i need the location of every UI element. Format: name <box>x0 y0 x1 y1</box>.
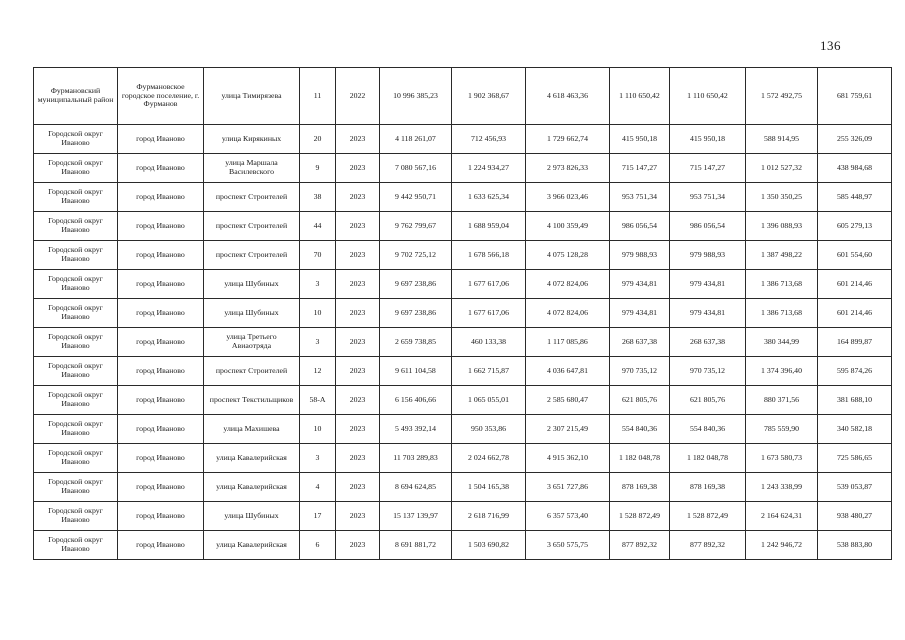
cell-value-4: 415 950,18 <box>610 125 670 154</box>
cell-year: 2023 <box>336 328 380 357</box>
cell-value-7: 255 326,09 <box>818 125 892 154</box>
cell-value-7: 164 899,87 <box>818 328 892 357</box>
cell-value-4: 1 110 650,42 <box>610 68 670 125</box>
cell-value-7: 538 883,80 <box>818 531 892 560</box>
cell-value-1: 2 659 738,85 <box>380 328 452 357</box>
cell-house: 4 <box>300 473 336 502</box>
cell-year: 2023 <box>336 154 380 183</box>
cell-settlement: город Иваново <box>118 183 204 212</box>
table-row <box>34 68 892 125</box>
cell-street: улица Кавалерийская <box>204 473 300 502</box>
table-body <box>34 68 892 560</box>
cell-value-2: 1 902 368,67 <box>452 68 526 125</box>
cell-year: 2023 <box>336 531 380 560</box>
cell-year: 2023 <box>336 357 380 386</box>
table-row <box>34 415 892 444</box>
cell-settlement: город Иваново <box>118 386 204 415</box>
cell-value-2: 1 662 715,87 <box>452 357 526 386</box>
cell-value-3: 2 585 680,47 <box>526 386 610 415</box>
cell-value-1: 8 691 881,72 <box>380 531 452 560</box>
cell-settlement: город Иваново <box>118 212 204 241</box>
cell-value-3: 3 966 023,46 <box>526 183 610 212</box>
cell-value-5: 979 434,81 <box>670 270 746 299</box>
cell-district: Городской округ Иваново <box>34 531 118 560</box>
cell-value-1: 9 697 238,86 <box>380 299 452 328</box>
cell-house: 11 <box>300 68 336 125</box>
cell-district: Городской округ Иваново <box>34 357 118 386</box>
table-row <box>34 154 892 183</box>
cell-value-2: 950 353,86 <box>452 415 526 444</box>
cell-house: 3 <box>300 270 336 299</box>
cell-value-4: 715 147,27 <box>610 154 670 183</box>
cell-value-4: 986 056,54 <box>610 212 670 241</box>
cell-year: 2023 <box>336 299 380 328</box>
cell-house: 3 <box>300 444 336 473</box>
cell-value-4: 979 988,93 <box>610 241 670 270</box>
table-row <box>34 125 892 154</box>
cell-value-7: 601 554,60 <box>818 241 892 270</box>
cell-district: Городской округ Иваново <box>34 125 118 154</box>
cell-street: улица Кирякиных <box>204 125 300 154</box>
cell-value-3: 4 036 647,81 <box>526 357 610 386</box>
cell-value-4: 1 528 872,49 <box>610 502 670 531</box>
cell-value-3: 1 117 085,86 <box>526 328 610 357</box>
cell-value-3: 3 651 727,86 <box>526 473 610 502</box>
cell-house: 12 <box>300 357 336 386</box>
cell-value-7: 595 874,26 <box>818 357 892 386</box>
cell-settlement: город Иваново <box>118 154 204 183</box>
cell-value-5: 268 637,38 <box>670 328 746 357</box>
table-row <box>34 531 892 560</box>
cell-house: 38 <box>300 183 336 212</box>
cell-value-1: 9 697 238,86 <box>380 270 452 299</box>
cell-value-5: 979 434,81 <box>670 299 746 328</box>
cell-year: 2023 <box>336 473 380 502</box>
cell-district: Городской округ Иваново <box>34 328 118 357</box>
cell-house: 17 <box>300 502 336 531</box>
cell-value-5: 1 182 048,78 <box>670 444 746 473</box>
cell-value-5: 415 950,18 <box>670 125 746 154</box>
cell-value-3: 4 100 359,49 <box>526 212 610 241</box>
cell-district: Фурмановский муниципальный район <box>34 68 118 125</box>
cell-settlement: город Иваново <box>118 125 204 154</box>
cell-value-6: 1 374 396,40 <box>746 357 818 386</box>
cell-district: Городской округ Иваново <box>34 212 118 241</box>
cell-value-1: 9 762 799,67 <box>380 212 452 241</box>
cell-house: 44 <box>300 212 336 241</box>
cell-district: Городской округ Иваново <box>34 241 118 270</box>
cell-value-2: 712 456,93 <box>452 125 526 154</box>
cell-value-5: 986 056,54 <box>670 212 746 241</box>
table-row <box>34 328 892 357</box>
cell-value-3: 1 729 662,74 <box>526 125 610 154</box>
cell-value-6: 1 396 088,93 <box>746 212 818 241</box>
cell-value-2: 1 688 959,04 <box>452 212 526 241</box>
cell-value-3: 2 973 826,33 <box>526 154 610 183</box>
cell-value-7: 725 586,65 <box>818 444 892 473</box>
cell-house: 20 <box>300 125 336 154</box>
cell-value-2: 1 677 617,06 <box>452 270 526 299</box>
cell-district: Городской округ Иваново <box>34 299 118 328</box>
cell-year: 2023 <box>336 444 380 473</box>
cell-year: 2023 <box>336 270 380 299</box>
cell-house: 10 <box>300 415 336 444</box>
cell-street: улица Шубиных <box>204 270 300 299</box>
cell-value-7: 381 688,10 <box>818 386 892 415</box>
cell-value-3: 4 618 463,36 <box>526 68 610 125</box>
cell-value-4: 878 169,38 <box>610 473 670 502</box>
cell-value-2: 1 504 165,38 <box>452 473 526 502</box>
table-row <box>34 270 892 299</box>
cell-value-7: 601 214,46 <box>818 270 892 299</box>
cell-street: улица Шубиных <box>204 502 300 531</box>
cell-value-4: 554 840,36 <box>610 415 670 444</box>
cell-value-2: 1 633 625,34 <box>452 183 526 212</box>
cell-district: Городской округ Иваново <box>34 386 118 415</box>
table-row <box>34 502 892 531</box>
cell-settlement: Фурмановское городское поселение, г. Фурманов <box>118 68 204 125</box>
cell-street: улица Третьего Авиаотряда <box>204 328 300 357</box>
table-row <box>34 473 892 502</box>
cell-settlement: город Иваново <box>118 241 204 270</box>
cell-value-5: 953 751,34 <box>670 183 746 212</box>
cell-settlement: город Иваново <box>118 531 204 560</box>
cell-value-6: 1 673 580,73 <box>746 444 818 473</box>
table-row <box>34 386 892 415</box>
cell-street: улица Маршала Василевского <box>204 154 300 183</box>
cell-house: 3 <box>300 328 336 357</box>
cell-value-6: 2 164 624,31 <box>746 502 818 531</box>
cell-value-3: 4 075 128,28 <box>526 241 610 270</box>
table-row <box>34 299 892 328</box>
cell-value-2: 1 224 934,27 <box>452 154 526 183</box>
cell-value-4: 621 805,76 <box>610 386 670 415</box>
cell-year: 2023 <box>336 212 380 241</box>
cell-value-2: 2 024 662,78 <box>452 444 526 473</box>
cell-value-1: 4 118 261,07 <box>380 125 452 154</box>
cell-year: 2023 <box>336 415 380 444</box>
cell-value-5: 877 892,32 <box>670 531 746 560</box>
cell-value-5: 621 805,76 <box>670 386 746 415</box>
cell-house: 70 <box>300 241 336 270</box>
cell-value-5: 554 840,36 <box>670 415 746 444</box>
cell-value-7: 585 448,97 <box>818 183 892 212</box>
cell-value-2: 1 677 617,06 <box>452 299 526 328</box>
cell-value-2: 1 065 055,01 <box>452 386 526 415</box>
cell-settlement: город Иваново <box>118 473 204 502</box>
cell-street: проспект Текстильщиков <box>204 386 300 415</box>
cell-value-2: 460 133,38 <box>452 328 526 357</box>
cell-value-4: 268 637,38 <box>610 328 670 357</box>
table-row <box>34 212 892 241</box>
cell-year: 2022 <box>336 68 380 125</box>
cell-house: 58-А <box>300 386 336 415</box>
cell-value-1: 8 694 624,85 <box>380 473 452 502</box>
cell-value-2: 1 678 566,18 <box>452 241 526 270</box>
cell-value-5: 878 169,38 <box>670 473 746 502</box>
cell-value-5: 715 147,27 <box>670 154 746 183</box>
cell-value-3: 4 072 824,06 <box>526 299 610 328</box>
cell-value-4: 970 735,12 <box>610 357 670 386</box>
table-row <box>34 357 892 386</box>
cell-street: проспект Строителей <box>204 241 300 270</box>
cell-street: улица Кавалерийская <box>204 444 300 473</box>
cell-value-6: 1 243 338,99 <box>746 473 818 502</box>
cell-street: улица Шубиных <box>204 299 300 328</box>
cell-district: Городской округ Иваново <box>34 444 118 473</box>
cell-house: 6 <box>300 531 336 560</box>
cell-settlement: город Иваново <box>118 328 204 357</box>
cell-value-3: 3 650 575,75 <box>526 531 610 560</box>
cell-year: 2023 <box>336 386 380 415</box>
cell-house: 10 <box>300 299 336 328</box>
cell-district: Городской округ Иваново <box>34 473 118 502</box>
cell-value-5: 970 735,12 <box>670 357 746 386</box>
cell-year: 2023 <box>336 125 380 154</box>
cell-value-6: 1 242 946,72 <box>746 531 818 560</box>
cell-value-7: 601 214,46 <box>818 299 892 328</box>
cell-district: Городской округ Иваново <box>34 502 118 531</box>
cell-value-7: 539 053,87 <box>818 473 892 502</box>
cell-value-6: 380 344,99 <box>746 328 818 357</box>
cell-district: Городской округ Иваново <box>34 154 118 183</box>
cell-year: 2023 <box>336 183 380 212</box>
cell-value-1: 7 080 567,16 <box>380 154 452 183</box>
cell-value-7: 340 582,18 <box>818 415 892 444</box>
cell-district: Городской округ Иваново <box>34 415 118 444</box>
cell-value-2: 1 503 690,82 <box>452 531 526 560</box>
cell-settlement: город Иваново <box>118 270 204 299</box>
cell-value-1: 9 442 950,71 <box>380 183 452 212</box>
cell-value-3: 2 307 215,49 <box>526 415 610 444</box>
table-row <box>34 183 892 212</box>
cell-value-6: 880 371,56 <box>746 386 818 415</box>
cell-street: проспект Строителей <box>204 212 300 241</box>
housing-repair-table <box>33 67 892 560</box>
cell-value-6: 1 386 713,68 <box>746 270 818 299</box>
cell-value-6: 1 572 492,75 <box>746 68 818 125</box>
cell-district: Городской округ Иваново <box>34 270 118 299</box>
cell-value-1: 9 611 104,58 <box>380 357 452 386</box>
cell-value-6: 588 914,95 <box>746 125 818 154</box>
cell-value-4: 1 182 048,78 <box>610 444 670 473</box>
cell-house: 9 <box>300 154 336 183</box>
cell-value-1: 5 493 392,14 <box>380 415 452 444</box>
cell-value-2: 2 618 716,99 <box>452 502 526 531</box>
cell-value-5: 1 110 650,42 <box>670 68 746 125</box>
cell-street: улица Махишева <box>204 415 300 444</box>
cell-settlement: город Иваново <box>118 444 204 473</box>
cell-value-4: 953 751,34 <box>610 183 670 212</box>
table-row <box>34 241 892 270</box>
cell-district: Городской округ Иваново <box>34 183 118 212</box>
cell-value-5: 1 528 872,49 <box>670 502 746 531</box>
cell-value-1: 10 996 385,23 <box>380 68 452 125</box>
table-row <box>34 444 892 473</box>
cell-value-3: 4 915 362,10 <box>526 444 610 473</box>
cell-settlement: город Иваново <box>118 357 204 386</box>
cell-value-1: 15 137 139,97 <box>380 502 452 531</box>
cell-value-7: 605 279,13 <box>818 212 892 241</box>
cell-value-4: 979 434,81 <box>610 299 670 328</box>
cell-value-6: 1 386 713,68 <box>746 299 818 328</box>
cell-year: 2023 <box>336 502 380 531</box>
cell-street: улица Тимирязева <box>204 68 300 125</box>
cell-settlement: город Иваново <box>118 415 204 444</box>
cell-value-6: 785 559,90 <box>746 415 818 444</box>
cell-value-5: 979 988,93 <box>670 241 746 270</box>
cell-value-1: 6 156 406,66 <box>380 386 452 415</box>
cell-value-1: 11 703 289,83 <box>380 444 452 473</box>
cell-value-3: 6 357 573,40 <box>526 502 610 531</box>
cell-street: улица Кавалерийская <box>204 531 300 560</box>
cell-value-6: 1 350 350,25 <box>746 183 818 212</box>
cell-value-7: 681 759,61 <box>818 68 892 125</box>
cell-settlement: город Иваново <box>118 299 204 328</box>
cell-settlement: город Иваново <box>118 502 204 531</box>
cell-street: проспект Строителей <box>204 183 300 212</box>
cell-value-4: 877 892,32 <box>610 531 670 560</box>
cell-value-4: 979 434,81 <box>610 270 670 299</box>
cell-year: 2023 <box>336 241 380 270</box>
cell-value-6: 1 387 498,22 <box>746 241 818 270</box>
cell-value-3: 4 072 824,06 <box>526 270 610 299</box>
cell-value-7: 438 984,68 <box>818 154 892 183</box>
cell-street: проспект Строителей <box>204 357 300 386</box>
cell-value-1: 9 702 725,12 <box>380 241 452 270</box>
page-number: 136 <box>820 38 841 53</box>
cell-value-7: 938 480,27 <box>818 502 892 531</box>
cell-value-6: 1 012 527,32 <box>746 154 818 183</box>
